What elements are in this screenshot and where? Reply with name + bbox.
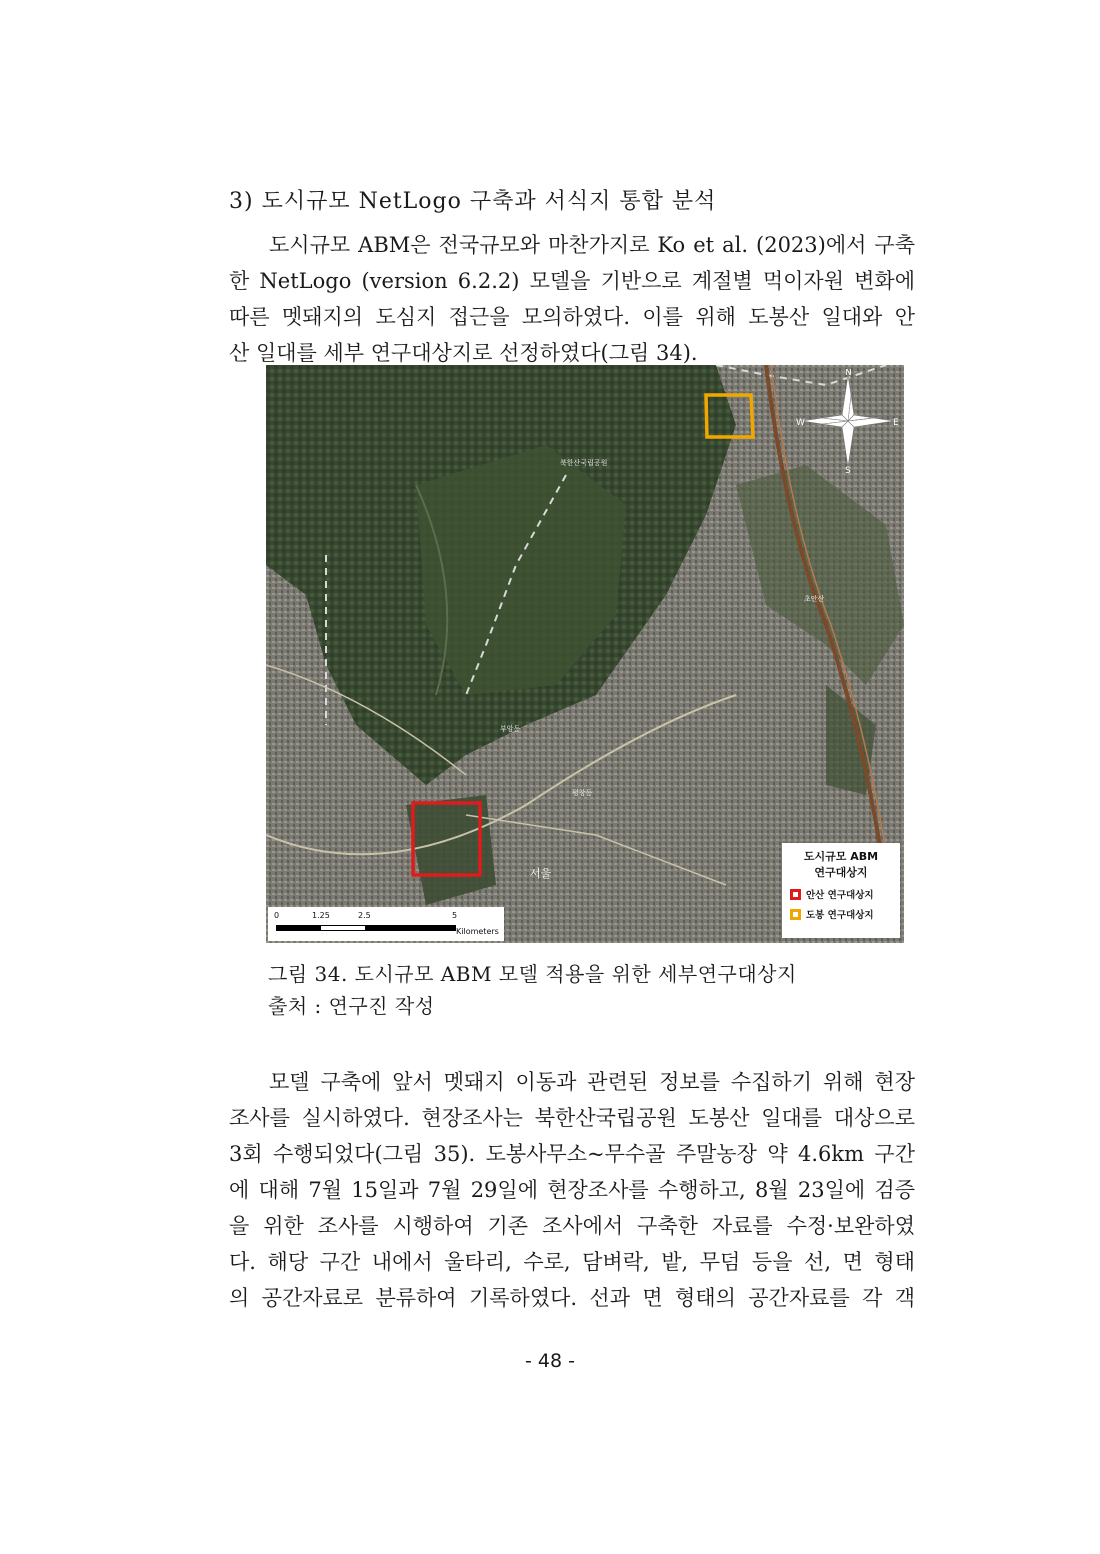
scale-tick: 5 [452,911,458,920]
yellow-square-icon [790,909,801,920]
legend-item-label: 도봉 연구대상지 [806,910,874,921]
paragraph-line: 모델 구축에 앞서 멧돼지 이동과 관련된 정보를 수집하기 위해 현장 [269,1070,915,1094]
paragraph-line: 을 위한 조사를 시행하여 기존 조사에서 구축한 자료를 수정·보완하였 [229,1214,915,1238]
paragraph-line: 에 대해 7월 15일과 7월 29일에 현장조사를 수행하고, 8월 23일에 검증 [229,1178,915,1202]
scale-tick: 1.25 [312,911,330,920]
paragraph-line: 의 공간자료로 분류하여 기록하였다. 선과 면 형태의 공간자료를 각 객 [229,1286,915,1310]
body-paragraph [229,1064,915,1316]
scale-tick: 0 [274,911,280,920]
scale-bar-graphic [276,925,456,931]
paragraph-line: 다. 해당 구간 내에서 울타리, 수로, 담벼락, 밭, 무덤 등을 선, 면 형태 [229,1250,915,1274]
paragraph-line: 한 NetLogo (version 6.2.2) 모델을 기반으로 계절별 먹이자원 변화에 [229,269,915,293]
compass-west: W [796,418,805,428]
paragraph-line: 3회 수행되었다(그림 35). 도봉사무소~무수골 주말농장 약 4.6km 구간 [229,1142,915,1166]
scale-bar [268,907,504,941]
map-label: 초안산 [804,595,825,603]
map-label: 평창동 [572,789,593,797]
compass-east: E [893,418,899,428]
legend-item-dobong [790,907,900,921]
legend-title-line1: 도시규모 ABM [803,850,879,863]
legend-item-ansan [790,887,900,901]
map-label: 북한산국립공원 [560,459,608,467]
scale-tick: 2.5 [358,911,371,920]
compass-rose-icon [796,369,900,473]
section-heading: 3) 도시규모 NetLogo 구축과 서식지 통합 분석 [229,189,717,214]
scale-unit: Kilometers [456,927,499,936]
map-legend [782,843,900,938]
satellite-map-figure [266,365,904,943]
paragraph-line: 따른 멧돼지의 도심지 접근을 모의하였다. 이를 위해 도봉산 일대와 안 [229,305,915,329]
page-number: - 48 - [525,1350,575,1372]
compass-south: S [845,466,851,473]
red-square-icon [790,889,801,900]
paragraph-line: 도시규모 ABM은 전국규모와 마찬가지로 Ko et al. (2023)에서 구축 [269,233,915,257]
legend-item-label: 안산 연구대상지 [806,890,874,901]
figure-caption: 그림 34. 도시규모 ABM 모델 적용을 위한 세부연구대상지 [268,962,797,986]
map-label: 서울 [530,867,552,880]
paragraph-line: 조사를 실시하였다. 현장조사는 북한산국립공원 도봉산 일대를 대상으로 [229,1106,915,1130]
paragraph-line: 산 일대를 세부 연구대상지로 선정하였다(그림 34). [229,341,698,365]
intro-paragraph [229,227,915,371]
legend-title-line2: 연구대상지 [814,866,868,879]
map-label: 부암동 [500,725,521,733]
compass-north: N [845,369,852,378]
figure-source: 출처 : 연구진 작성 [268,994,435,1018]
